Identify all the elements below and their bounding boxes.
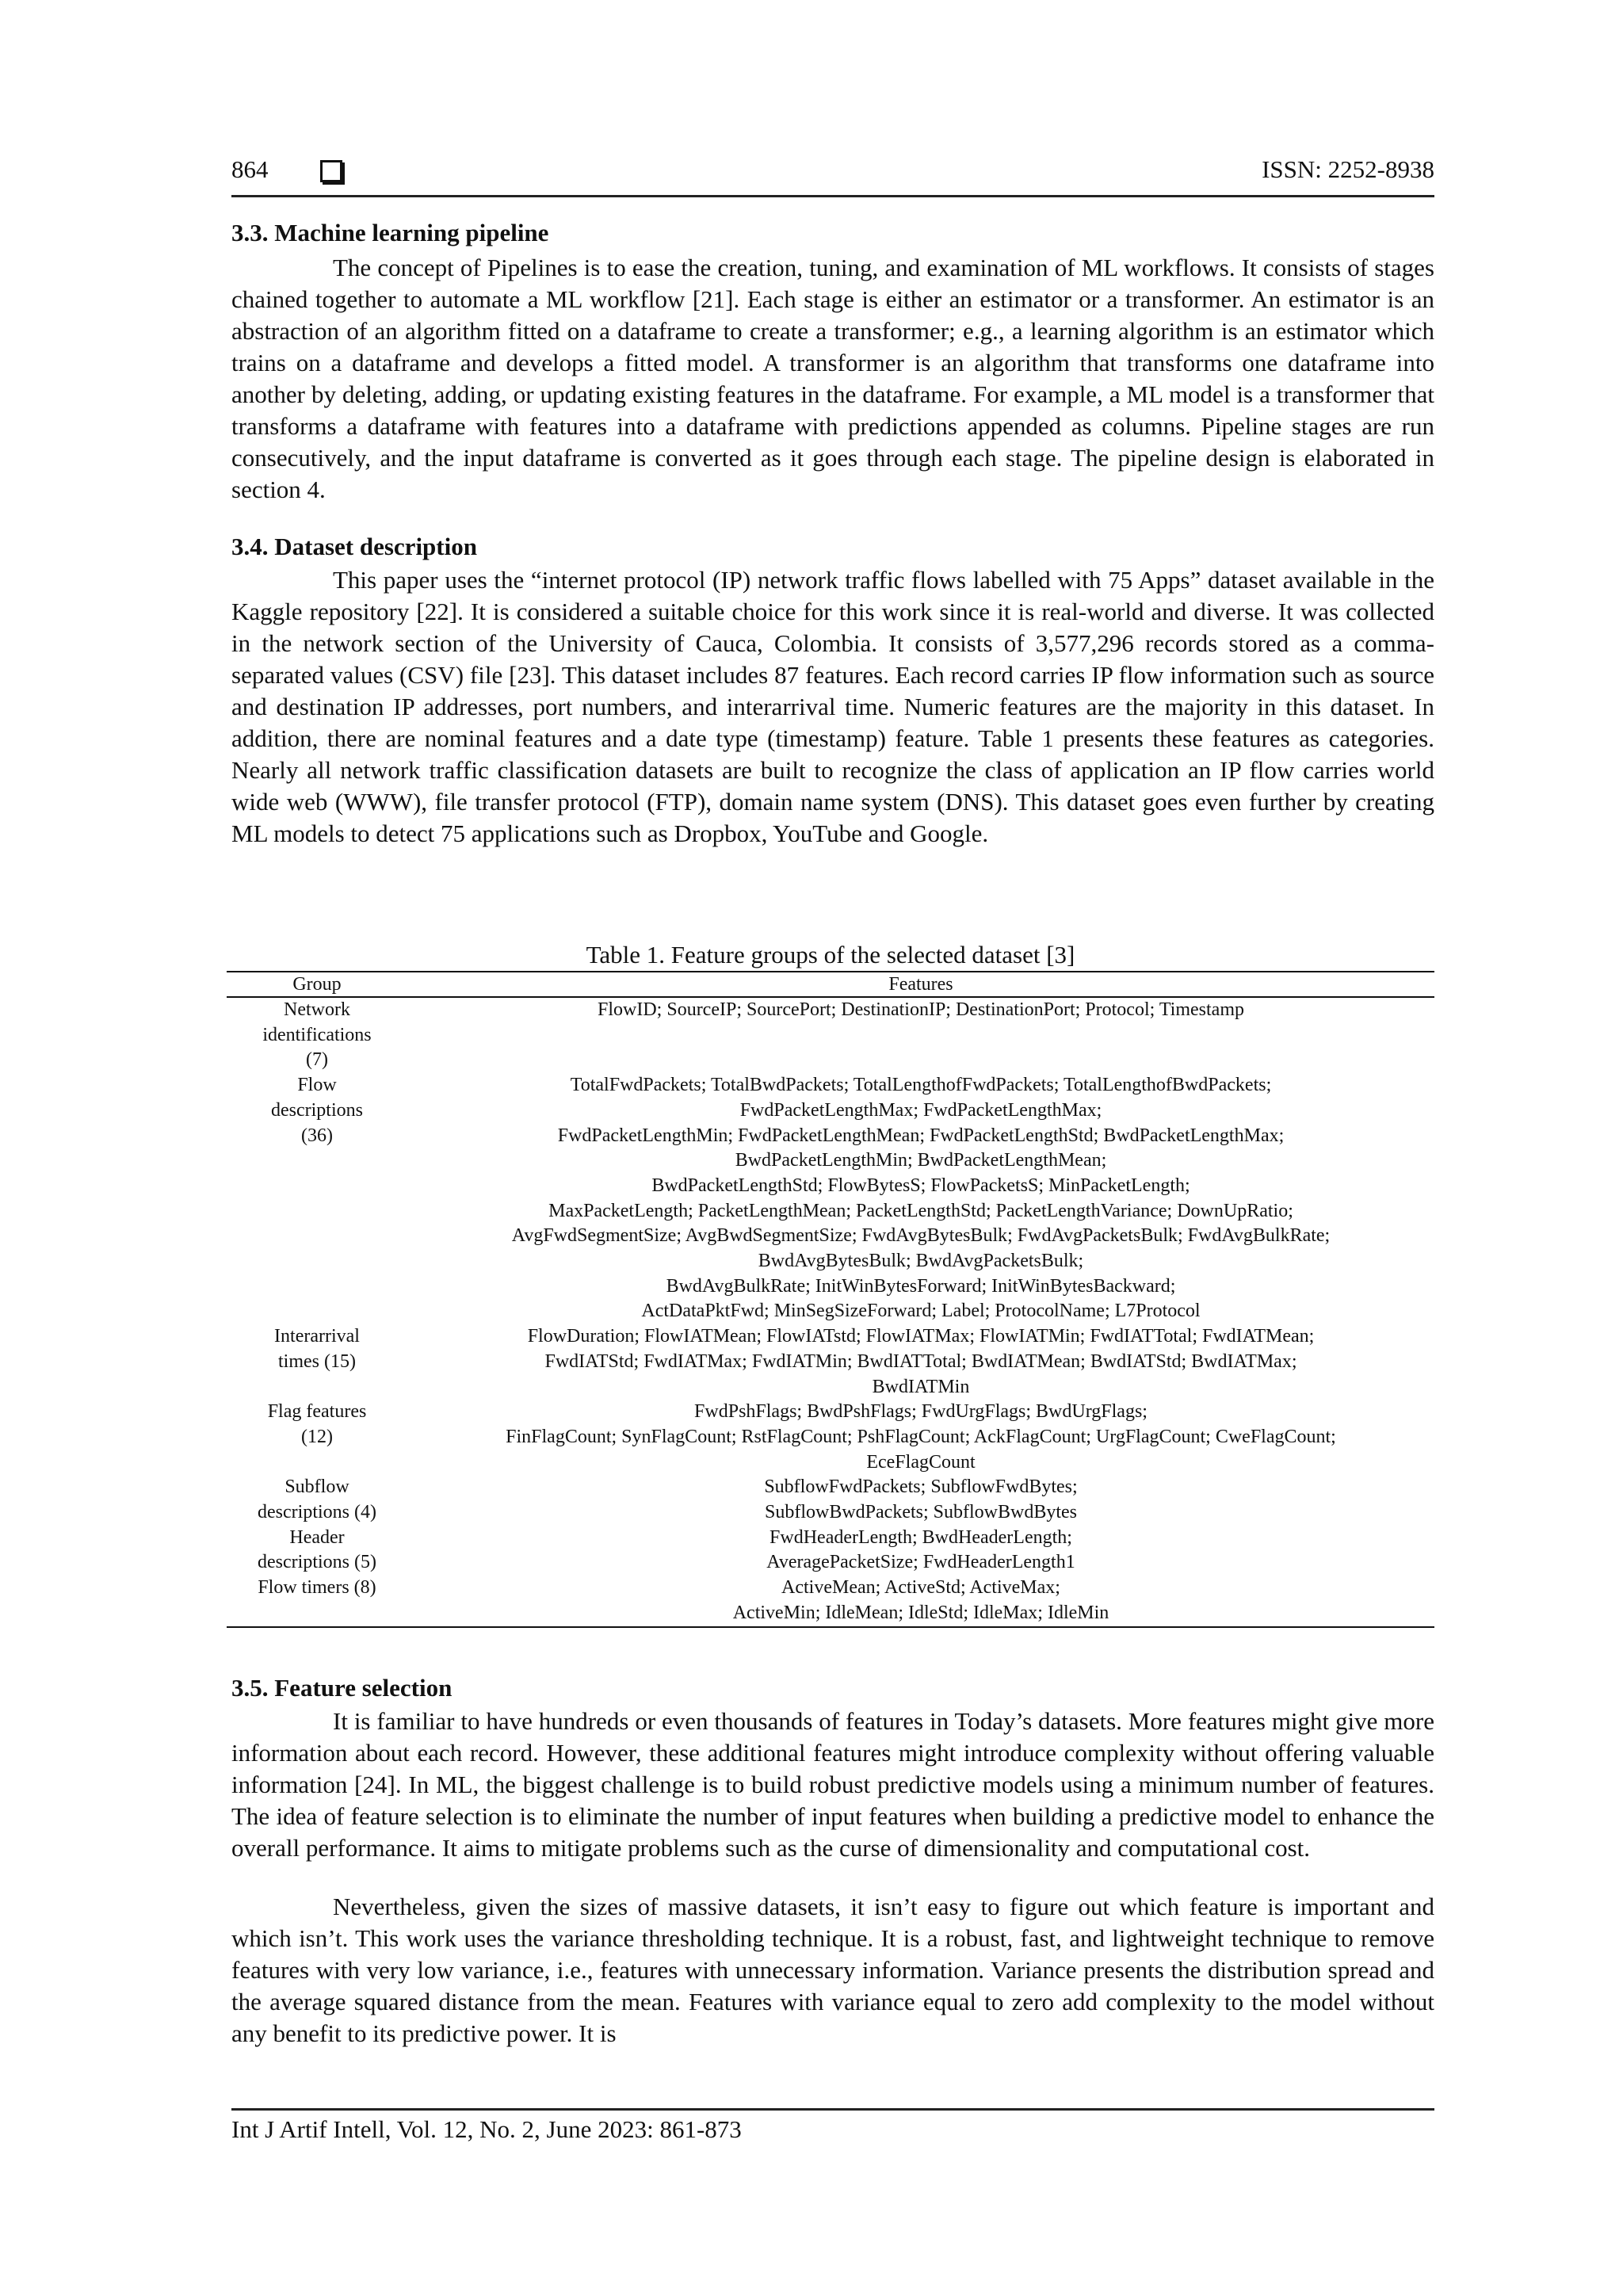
table-row: [227, 1324, 1434, 1400]
feature-line: EceFlagCount: [866, 1451, 976, 1473]
group-label: Interarrival times (15): [274, 1326, 360, 1372]
feature-line: MaxPacketLength; PacketLengthMean; PacketLengthStd; PacketLengthVariance; DownUpRatio;: [548, 1200, 1293, 1221]
table-row: [227, 1073, 1434, 1324]
feature-line: BwdAvgBulkRate; InitWinBytesForward; InitWinBytesBackward;: [666, 1275, 1176, 1297]
group-cell: [227, 1526, 407, 1576]
feature-line: BwdIATMin: [872, 1376, 970, 1397]
checkbox-square-icon: [320, 160, 342, 182]
feature-line: FwdIATStd; FwdIATMax; FwdIATMin; BwdIATTotal; BwdIATMean; BwdIATStd; BwdIATMax;: [544, 1350, 1297, 1372]
section-3-5-paragraph-1: It is familiar to have hundreds or even thousands of features in Today’s datasets. More features might give more information about each record. However, these additional features might introduce complexity without offering valuable information [24]. In ML, the biggest challenge is to build robust predictive models using a minimum number of features. The idea of feature selection is to eliminate the number of input features when building a predictive model to enhance the overall performance. It aims to mitigate problems such as the curse of dimensionality and computational cost.: [231, 1707, 1434, 1862]
feature-line: TotalFwdPackets; TotalBwdPackets; TotalLengthofFwdPackets; TotalLengthofBwdPackets;: [570, 1075, 1272, 1096]
feature-line: ActiveMean; ActiveStd; ActiveMax;: [781, 1577, 1060, 1599]
feature-line: FwdPacketLengthMin; FwdPacketLengthMean; FwdPacketLengthStd; BwdPacketLengthMax;: [557, 1125, 1285, 1146]
feature-line: SubflowBwdPackets; SubflowBwdBytes: [764, 1502, 1077, 1523]
feature-line: FwdPacketLengthMax; FwdPacketLengthMax;: [739, 1099, 1102, 1121]
feature-line: BwdPacketLengthStd; FlowBytesS; FlowPacketsS; MinPacketLength;: [651, 1175, 1190, 1196]
section-3-5-paragraph-2: Nevertheless, given the sizes of massive datasets, it isn’t easy to figure out which feature is important and which isn’t. This work uses the variance thresholding technique. It is a robust, fast, and lightweight technique to remove features with very low variance, i.e., features with unnecessary information. Variance presents the distribution spread and the average squared distance from the mean. Features with variance equal to zero add complexity to the model without any benefit to its predictive power. It is: [231, 1893, 1434, 2047]
feature-line: ActDataPktFwd; MinSegSizeForward; Label; ProtocolName; L7Protocol: [641, 1301, 1201, 1322]
feature-line: SubflowFwdPackets; SubflowFwdBytes;: [764, 1477, 1078, 1498]
feature-groups-table: [227, 971, 1434, 1628]
section-heading-3-3: 3.3. Machine learning pipeline: [231, 219, 549, 246]
feature-line: BwdPacketLengthMin; BwdPacketLengthMean;: [735, 1150, 1107, 1171]
table-row: [227, 1400, 1434, 1475]
section-heading-3-4: 3.4. Dataset description: [231, 533, 477, 560]
features-cell: [407, 1073, 1434, 1324]
page-header: [231, 155, 1434, 197]
features-cell: [407, 1576, 1434, 1626]
feature-line: AvgFwdSegmentSize; AvgBwdSegmentSize; FwdAvgBytesBulk; FwdAvgPacketsBulk; FwdAvgBulkRate;: [511, 1225, 1331, 1247]
feature-line: AveragePacketSize; FwdHeaderLength1: [766, 1552, 1075, 1573]
section-heading-3-5: 3.5. Feature selection: [231, 1674, 453, 1702]
feature-line: FlowID; SourceIP; SourcePort; DestinationIP; DestinationPort; Protocol; Timestamp: [598, 999, 1244, 1020]
feature-line: BwdAvgBytesBulk; BwdAvgPacketsBulk;: [758, 1251, 1084, 1272]
group-cell: [227, 1400, 407, 1475]
group-label: Flag features (12): [267, 1401, 367, 1447]
footer-citation: Int J Artif Intell, Vol. 12, No. 2, June 2023: 861-873: [231, 2115, 742, 2143]
group-label: Flow descriptions (36): [271, 1075, 363, 1146]
feature-line: FwdPshFlags; BwdPshFlags; FwdUrgFlags; BwdUrgFlags;: [694, 1401, 1148, 1423]
group-cell: [227, 997, 407, 1073]
column-header-features: Features: [407, 972, 1434, 997]
table-row: [227, 1526, 1434, 1576]
group-cell: [227, 1324, 407, 1400]
group-cell: [227, 1073, 407, 1324]
group-label: Network identifications (7): [262, 999, 372, 1071]
table-row: [227, 997, 1434, 1073]
footer-rule: [231, 2108, 1434, 2111]
section-3-3-paragraph: The concept of Pipelines is to ease the creation, tuning, and examination of ML workflows. It consists of stages chained together to automate a ML workflow [21]. Each stage is either an estimator or a transformer. An estimator is an abstraction of an algorithm fitted on a dataframe to create a transformer; e.g., a learning algorithm is an estimator which trains on a dataframe and develops a fitted model. A transformer is an algorithm that transforms one dataframe into another by deleting, adding, or updating existing features in the dataframe. For example, a ML model is a transformer that transforms a dataframe with features into a dataframe with predictions appended as columns. Pipeline stages are run consecutively, and the input dataframe is converted as it goes through each stage. The pipeline design is elaborated in section 4.: [231, 254, 1434, 503]
feature-line: FlowDuration; FlowIATMean; FlowIATstd; FlowIATMax; FlowIATMin; FwdIATTotal; FwdIATMean;: [527, 1326, 1315, 1347]
page-number: 864: [231, 155, 269, 183]
group-label: Header descriptions (5): [258, 1526, 376, 1573]
features-cell: [407, 1324, 1434, 1400]
feature-line: ActiveMin; IdleMean; IdleStd; IdleMax; IdleMin: [732, 1602, 1109, 1623]
group-label: Flow timers (8): [258, 1577, 376, 1599]
features-cell: [407, 997, 1434, 1073]
section-3-4-paragraph: This paper uses the “internet protocol (IP) network traffic flows labelled with 75 Apps” dataset available in the Kaggle repository [22]. It is considered a suitable choice for this work since it is real-world and diverse. It was collected in the network section of the University of Cauca, Colombia. It consists of 3,577,296 records stored as a comma-separated values (CSV) file [23]. This dataset includes 87 features. Each record carries IP flow information such as source and destination IP addresses, port numbers, and interarrival time. Numeric features are the majority in this dataset. In addition, there are nominal features and a date type (timestamp) feature. Table 1 presents these features as categories. Nearly all network traffic classification datasets are built to recognize the class of application an IP flow carries world wide web (WWW), file transfer protocol (FTP), domain name system (DNS). This dataset goes even further by creating ML models to detect 75 applications such as Dropbox, YouTube and Google.: [231, 566, 1434, 847]
group-label: Subflow descriptions (4): [258, 1477, 376, 1523]
issn-label: ISSN: 2252-8938: [1262, 155, 1434, 183]
group-cell: [227, 1576, 407, 1626]
features-cell: [407, 1400, 1434, 1475]
column-header-group: Group: [227, 972, 407, 997]
feature-line: FinFlagCount; SynFlagCount; RstFlagCount; PshFlagCount; AckFlagCount; UrgFlagCount; CweFlagCount;: [506, 1426, 1336, 1447]
group-cell: [227, 1475, 407, 1525]
table-caption: Table 1. Feature groups of the selected dataset [3]: [586, 941, 1075, 968]
features-cell: [407, 1475, 1434, 1525]
feature-line: FwdHeaderLength; BwdHeaderLength;: [769, 1526, 1072, 1548]
table-row: [227, 1475, 1434, 1525]
features-cell: [407, 1526, 1434, 1576]
table-header-row: [227, 972, 1434, 997]
table-row: [227, 1576, 1434, 1626]
